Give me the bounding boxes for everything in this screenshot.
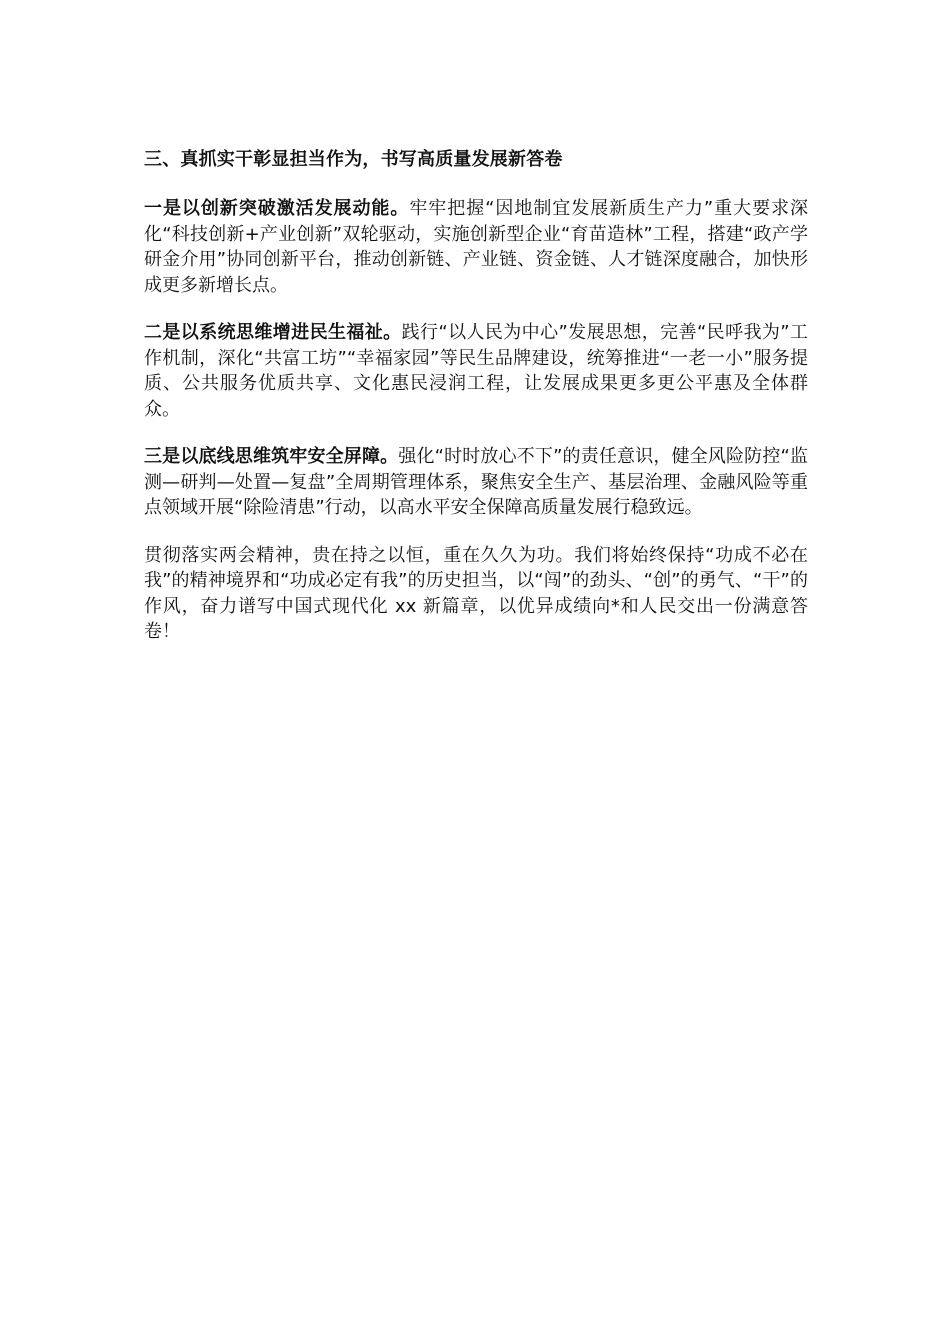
paragraph-body: 牢牢把握“因地制宜发展新质生产力”重大要求深化“科技创新+产业创新”双轮驱动，实施创新型企业“育苗造林”工程，搭建“政产学研金介用”协同创新平台，推动创新链、产业链、资金链、人才链深度融合，加快形成更多新增长点。 [144,198,808,296]
closing-paragraph: 贯彻落实两会精神，贵在持之以恒，重在久久为功。我们将始终保持“功成不必在我”的精神境界和“功成必定有我”的历史担当，以“闯”的劲头、“创”的勇气、“干”的作风，奋力谱写中国式现代化 xx 新篇章，以优异成绩向*和人民交出一份满意答卷！ [144,544,808,642]
paragraph-lead: 一是以创新突破激活发展动能。 [144,198,410,219]
paragraph-lead: 三是以底线思维筑牢安全屏障。 [144,446,399,467]
paragraph-lead: 二是以系统思维增进民生福祉。 [144,322,402,343]
paragraph-innovation [144,196,808,298]
paragraph-body: 强化“时时放心不下”的责任意识，健全风险防控“监测—研判—处置—复盘”全周期管理体系，聚焦安全生产、基层治理、金融风险等重点领域开展“除险清患”行动，以高水平安全保障高质量发展行稳致远。 [144,446,808,518]
paragraph-livelihood [144,320,808,422]
section-heading: 三、真抓实干彰显担当作为，书写高质量发展新答卷 [144,149,563,170]
document-page [144,146,808,667]
paragraph-security [144,444,808,521]
paragraph-body: 践行“以人民为中心”发展思想，完善“民呼我为”工作机制，深化“共富工坊”“幸福家园”等民生品牌建设，统筹推进“一老一小”服务提质、公共服务优质共享、文化惠民浸润工程，让发展成果更多更公平惠及全体群众。 [144,322,808,420]
